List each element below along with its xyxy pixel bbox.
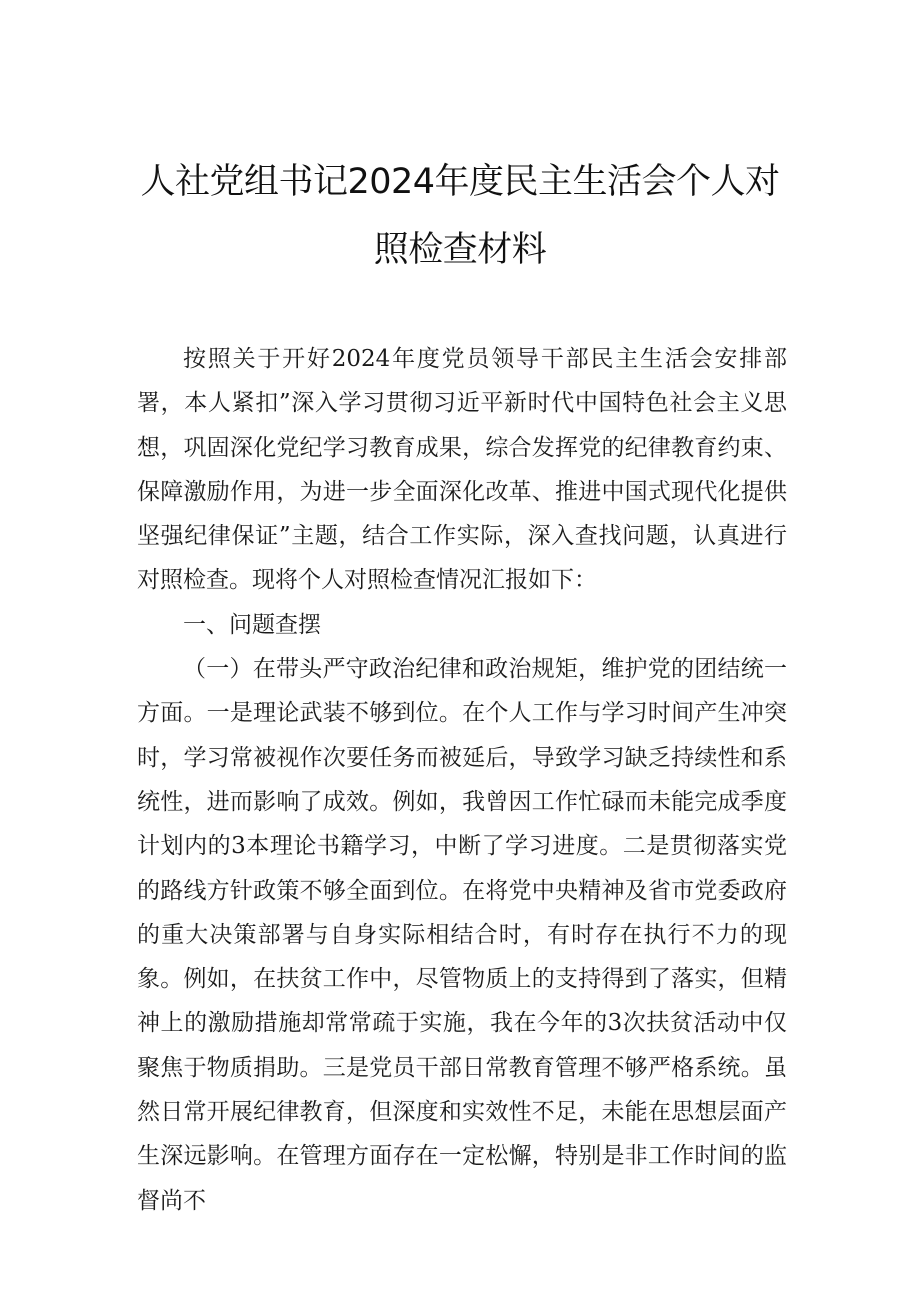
section-heading-problems: 一、问题查摆 [183,611,321,638]
intro-paragraph: 按照关于开好2024年度党员领导干部民主生活会安排部署，本人紧扣”深入学习贯彻习近平新时代中国特色社会主义思想，巩固深化党纪学习教育成果，综合发挥党的纪律教育约束、保障激励作用，为进一步全面深化改革、推进中国式现代化提供坚强纪律保证”主题，结合工作实际，深入查找问题，认真进行对照检查。现将个人对照检查情况汇报如下： [137,346,787,594]
document-body [137,337,787,1223]
document-title-line-1: 人社党组书记2024年度民主生活会个人对 [140,162,780,202]
document-title-line-2: 照检查材料 [373,230,547,270]
section-1-paragraph-1: （一）在带头严守政治纪律和政治规矩，维护党的团结统一方面。一是理论武装不够到位。在个人工作与学习时间产生冲突时，学习常被视作次要任务而被延后，导致学习缺乏持续性和系统性，进而影响了成效。例如，我曾因工作忙碌而未能完成季度计划内的3本理论书籍学习，中断了学习进度。二是贯彻落实党的路线方针政策不够全面到位。在将党中央精神及省市党委政府的重大决策部署与自身实际相结合时，有时存在执行不力的现象。例如，在扶贫工作中，尽管物质上的支持得到了落实，但精神上的激励措施却常常疏于实施，我在今年的3次扶贫活动中仅聚焦于物质捐助。三是党员干部日常教育管理不够严格系统。虽然日常开展纪律教育，但深度和实效性不足，未能在思想层面产生深远影响。在管理方面存在一定松懈，特别是非工作时间的监督尚不 [137,656,787,1214]
